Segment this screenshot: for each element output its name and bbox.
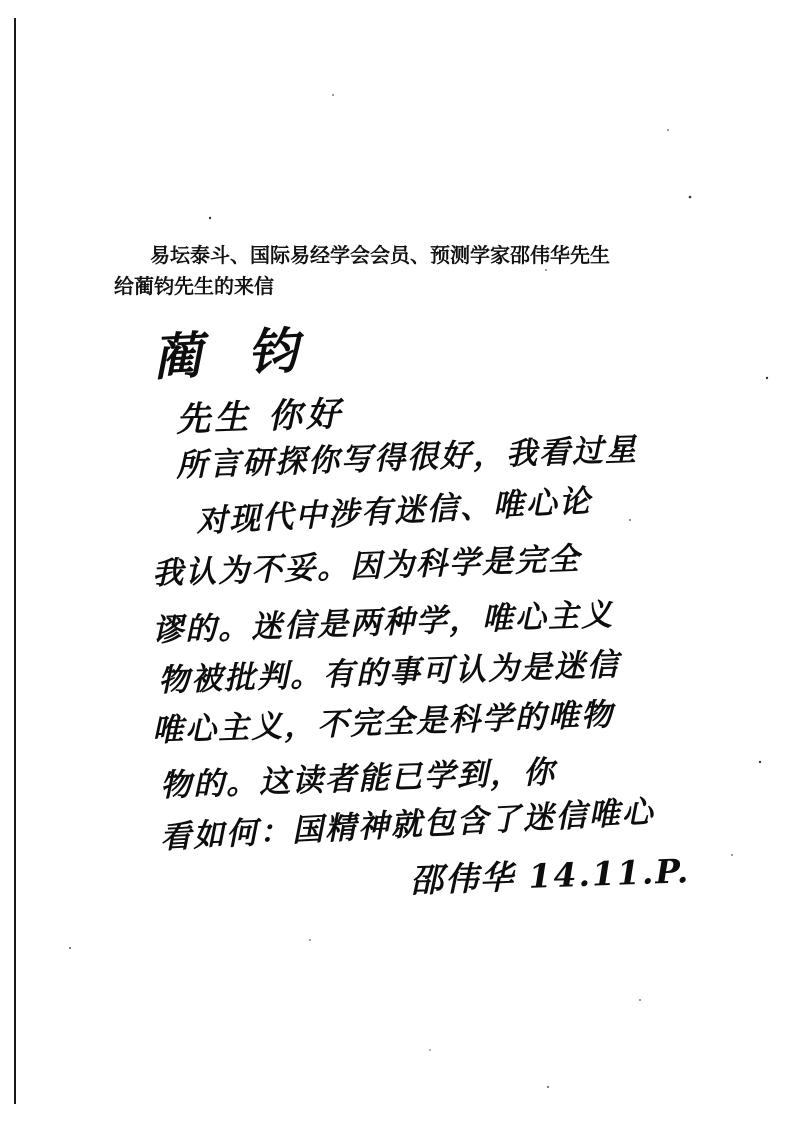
caption-line-2: 给蔺钧先生的来信 (114, 274, 274, 298)
caption-line-1: 易坛泰斗、国际易经学会会员、预测学家邵伟华先生 (150, 243, 610, 267)
letter-salutation: 蔺 钧 (150, 319, 313, 387)
letter-line: 看如何：国精神就包含了迷信唯心 (159, 794, 656, 856)
letter-line: 物被批判。有的事可认为是迷信 (157, 646, 621, 699)
letter-line: 物的。这读者能已学到，你 (159, 754, 557, 804)
letter-greeting: 先生 你好 (175, 394, 345, 440)
letter-line: 唯心主义，不完全是科学的唯物 (151, 696, 615, 749)
letter-line: 所言研探你写得很好，我看过星 (175, 431, 639, 484)
letter-line: 我认为不妥。因为科学是完全 (151, 541, 582, 592)
letter-line: 谬的。迷信是两种学，唯心主义 (151, 596, 615, 649)
letter-signature: 邵伟华 14.11.P. (409, 851, 691, 900)
letter-line: 对现代中涉有迷信、唯心论 (195, 483, 593, 540)
